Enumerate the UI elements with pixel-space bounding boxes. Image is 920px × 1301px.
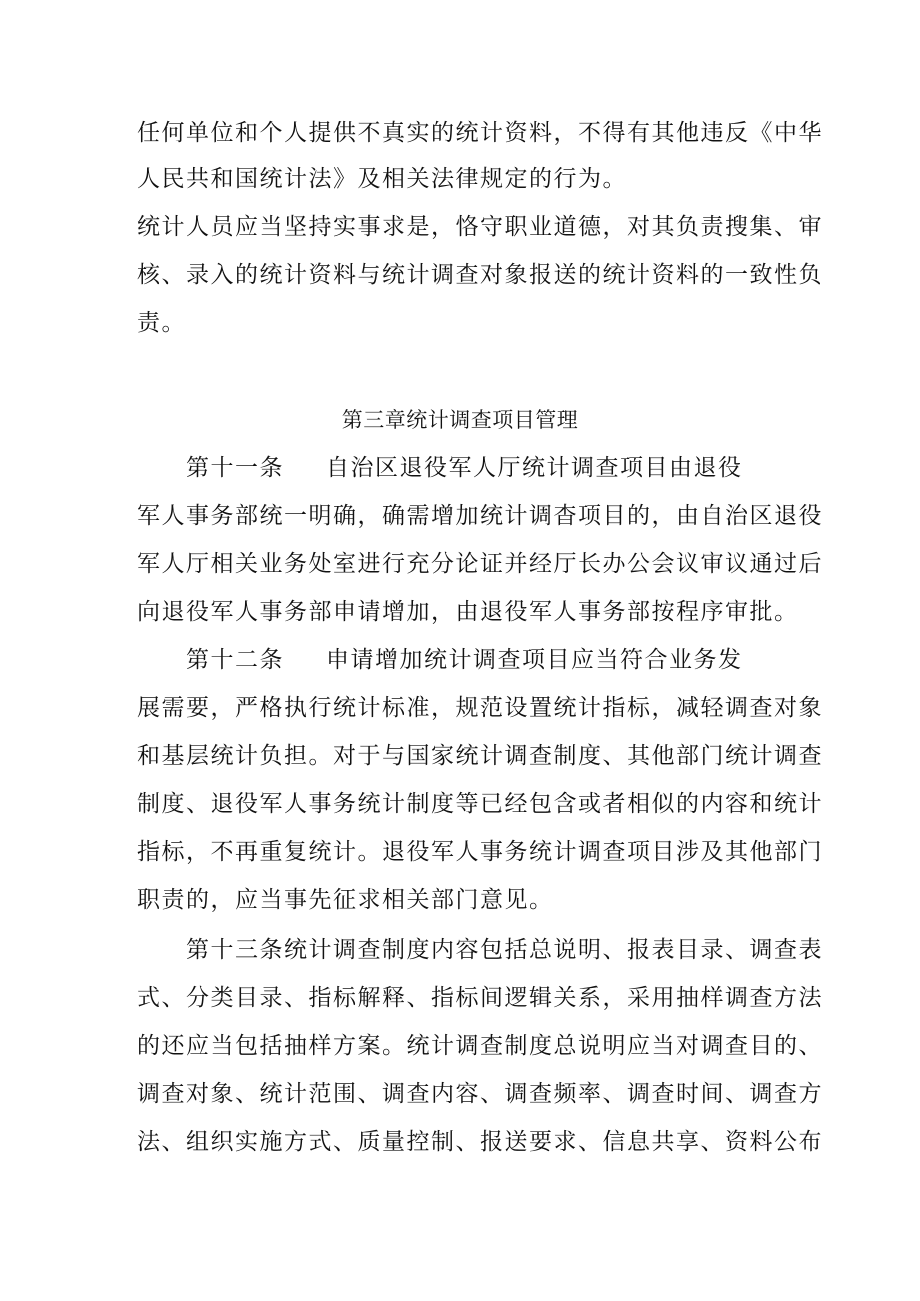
paragraph-1-line-2: 人民共和国统计法》及相关法律规定的行为。 [137,166,627,192]
article-13-line-4: 调查对象、统计范围、调查内容、调查频率、调查时间、调查方 [137,1081,823,1107]
article-11-line-4: 向退役军人事务部申请增加，由退役军人事务部按程序审批。 [137,599,799,625]
article-11-label: 第十一条 [186,455,284,481]
article-13-line-3: 的还应当包括抽样方案。统计调查制度总说明应当对调查目的、 [137,1033,823,1059]
article-11-line-3: 军人厅相关业务处室进行充分论证并经厅长办公会议审议通过后 [137,551,823,577]
paragraph-2-line-2: 核、录入的统计资料与统计调查对象报送的统计资料的一致性负 [137,262,823,288]
article-13-line-2: 式、分类目录、指标解释、指标间逻辑关系，采用抽样调查方法 [137,985,823,1011]
article-11-first-line [186,453,743,483]
chapter-heading: 第三章统计调查项目管理 [341,408,579,432]
paragraph-2-line-3: 责。 [137,310,186,336]
article-12-line-3: 和基层统计负担。对于与国家统计调查制度、其他部门统计调查 [137,743,823,769]
article-11-first-text: 自治区退役军人厅统计调查项目由退役 [326,455,743,481]
paragraph-2-line-1: 统计人员应当坚持实事求是，恪守职业道德，对其负责搜集、审 [137,214,823,240]
article-13-first-line: 第十三条统计调查制度内容包括总说明、报表目录、调查表 [186,937,823,963]
paragraph-1-line-1: 任何单位和个人提供不真实的统计资料，不得有其他违反《中华 [137,120,823,146]
article-11-line-2: 军人事务部统一明确，确需增加统计调杳项目的，由自治区退役 [137,503,823,529]
article-12-label: 第十二条 [186,647,284,673]
article-13-line-5: 法、组织实施方式、质量控制、报送要求、信息共享、资料公布 [137,1129,823,1155]
article-12-line-2: 展需要，严格执行统计标准，规范设置统计指标，减轻调查对象 [137,695,823,721]
article-12-first-line [186,645,743,675]
article-12-line-6: 职责的，应当事先征求相关部门意见。 [137,887,554,913]
article-12-line-5: 指标，不再重复统计。退役军人事务统计调查项目涉及其他部门 [137,839,823,865]
article-12-line-4: 制度、退役军人事务统计制度等已经包含或者相似的内容和统计 [137,791,823,817]
article-12-first-text: 申请增加统计调查项目应当符合业务发 [326,647,743,673]
